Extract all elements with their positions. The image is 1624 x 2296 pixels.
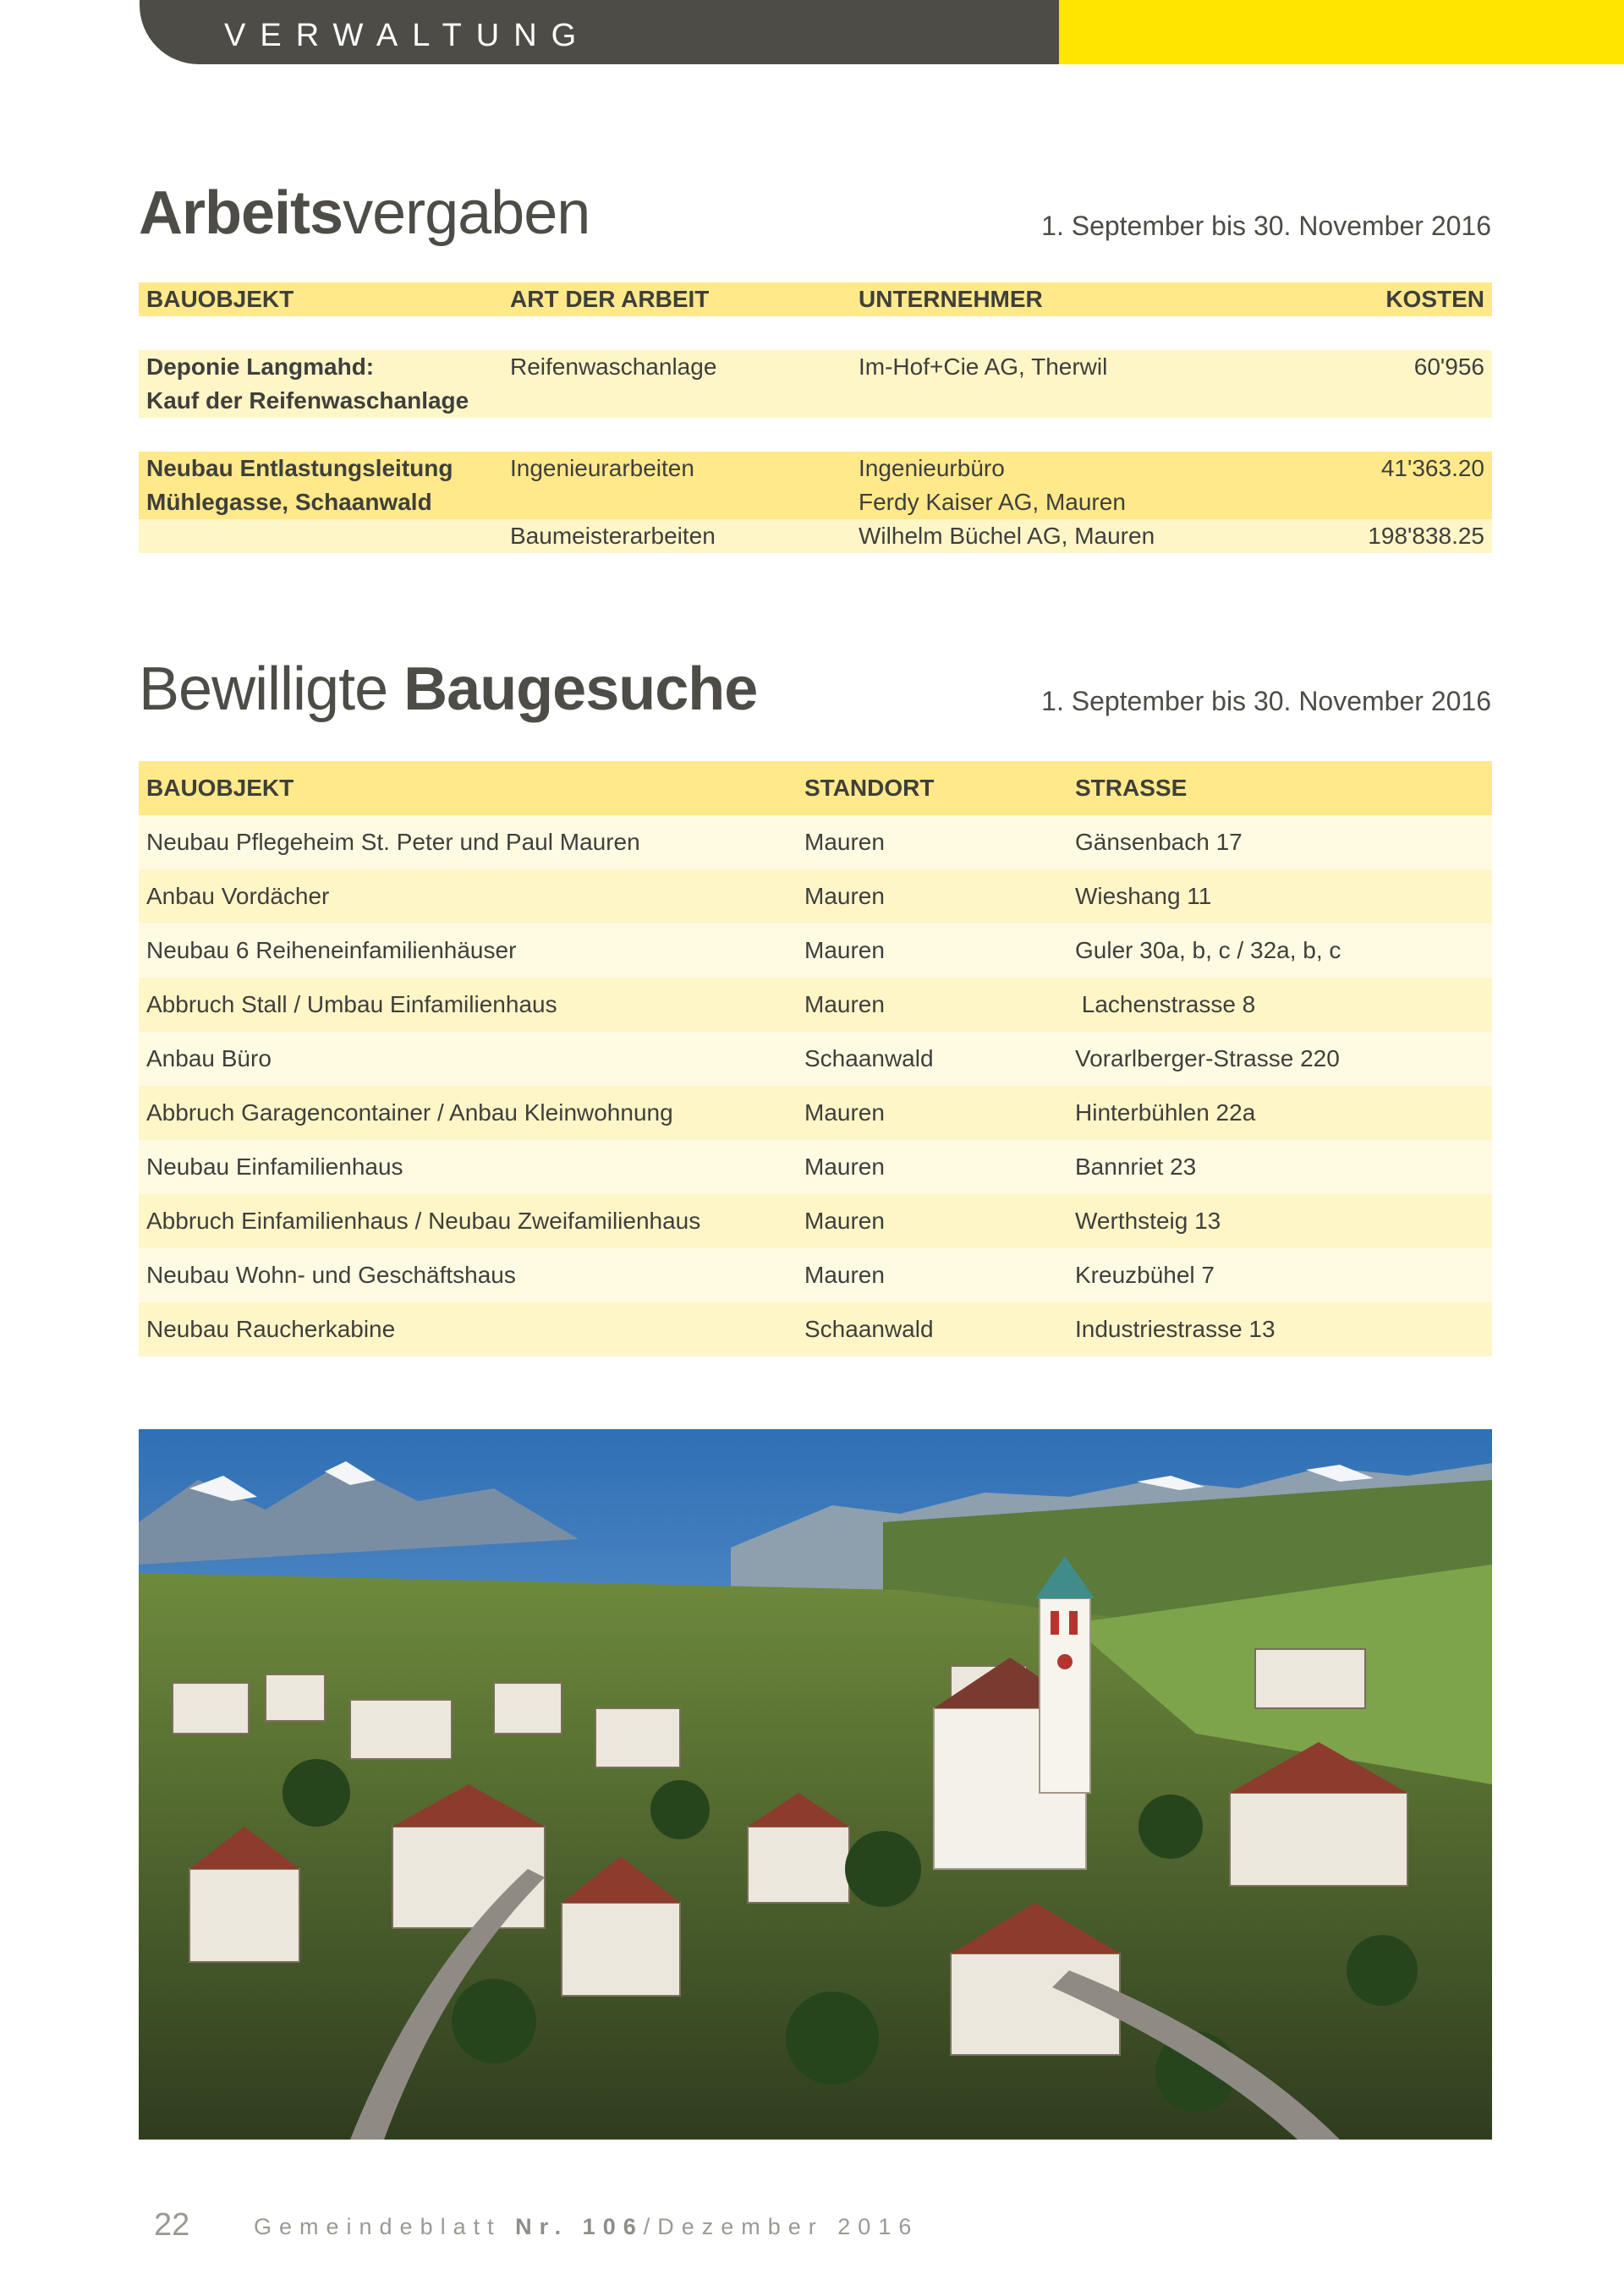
table-row: Kauf der Reifenwaschanlage xyxy=(139,384,1492,418)
column-header: BAUOBJEKT xyxy=(146,775,294,801)
table-row: Neubau Wohn- und Geschäftshaus Mauren Kreuzbühel 7 xyxy=(139,1248,1492,1302)
arbeitsvergaben-table xyxy=(139,282,1492,553)
table-row: Neubau Einfamilienhaus Mauren Bannriet 23 xyxy=(139,1140,1492,1194)
table-row: Deponie Langmahd: Reifenwaschanlage Im-Hof+Cie AG, Therwil 60'956 xyxy=(139,350,1492,384)
table-row: Mühlegasse, Schaanwald Ferdy Kaiser AG, Mauren xyxy=(139,485,1492,519)
table-row: Neubau Raucherkabine Schaanwald Industriestrasse 13 xyxy=(139,1302,1492,1356)
table-row: Abbruch Garagencontainer / Anbau Kleinwohnung Mauren Hinterbühlen 22a xyxy=(139,1086,1492,1140)
village-photo xyxy=(139,1429,1492,2140)
section-title: VERWALTUNG xyxy=(224,18,591,53)
table-header-row xyxy=(139,761,1492,815)
arbeitsvergaben-period: 1. September bis 30. November 2016 xyxy=(1041,211,1491,241)
table-header-row xyxy=(139,282,1492,316)
table-row: Neubau Pflegeheim St. Peter und Paul Mauren Mauren Gänsenbach 17 xyxy=(139,815,1492,869)
header-accent-bar xyxy=(1059,0,1624,64)
table-row: Neubau Entlastungsleitung Ingenieurarbeiten Ingenieurbüro 41'363.20 xyxy=(139,452,1492,485)
column-header: STRASSE xyxy=(1075,775,1188,801)
page-number: 22 xyxy=(154,2207,190,2243)
column-header: ART DER ARBEIT xyxy=(510,286,710,312)
table-row: Anbau Vordächer Mauren Wieshang 11 xyxy=(139,869,1492,923)
table-row: Neubau 6 Reiheneinfamilienhäuser Mauren Guler 30a, b, c / 32a, b, c xyxy=(139,923,1492,978)
table-row: Anbau Büro Schaanwald Vorarlberger-Strasse 220 xyxy=(139,1032,1492,1086)
baugesuche-period: 1. September bis 30. November 2016 xyxy=(1041,686,1491,716)
column-header: STANDORT xyxy=(804,775,935,801)
column-header: KOSTEN xyxy=(1385,286,1484,312)
table-row: Baumeisterarbeiten Wilhelm Büchel AG, Mauren 198'838.25 xyxy=(139,519,1492,553)
table-row: Abbruch Einfamilienhaus / Neubau Zweifamilienhaus Mauren Werthsteig 13 xyxy=(139,1194,1492,1248)
baugesuche-heading: Bewilligte Baugesuche xyxy=(139,655,758,723)
table-row: Abbruch Stall / Umbau Einfamilienhaus Mauren Lachenstrasse 8 xyxy=(139,978,1492,1032)
arbeitsvergaben-heading: Arbeitsvergaben xyxy=(139,179,590,247)
column-header: BAUOBJEKT xyxy=(146,286,294,312)
column-header: UNTERNEHMER xyxy=(859,286,1043,312)
footer-publication: Gemeindeblatt Nr. 106/Dezember 2016 xyxy=(254,2214,919,2239)
baugesuche-table xyxy=(139,761,1492,1356)
